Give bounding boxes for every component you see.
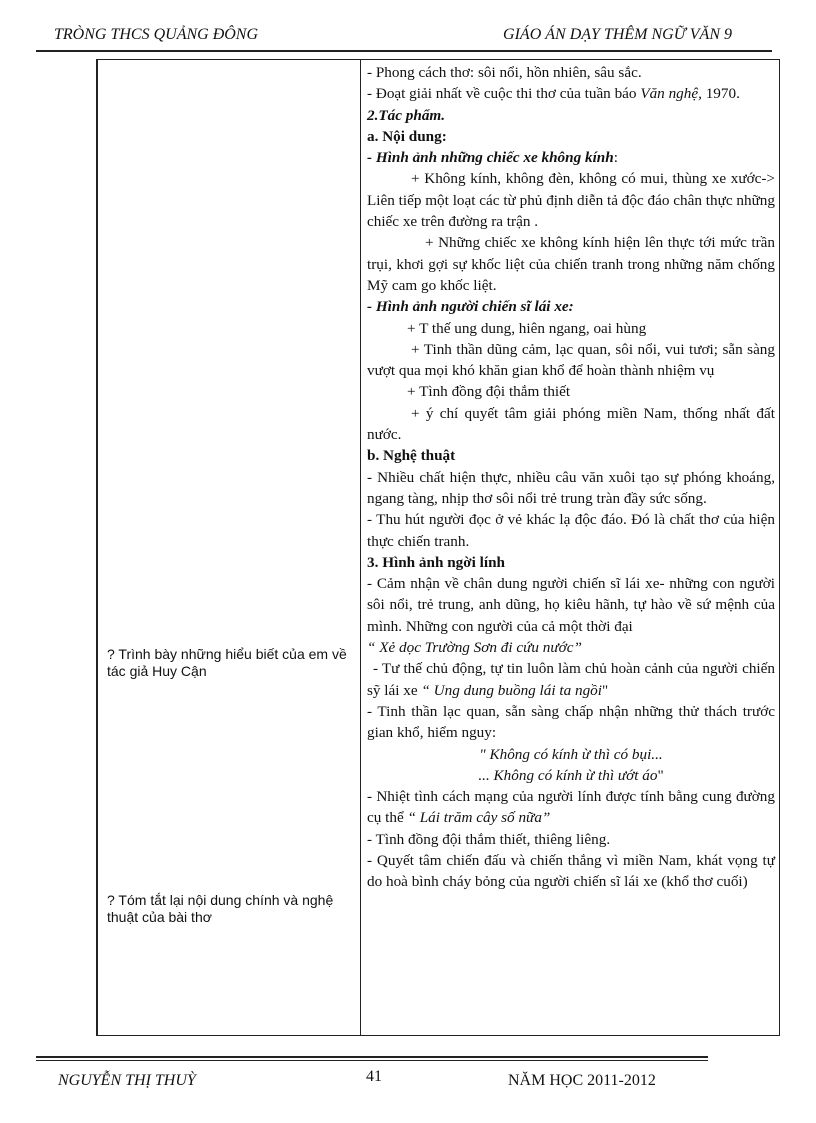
content-line: + Những chiếc xe không kính hiện lên thực tới mức trần trụi, khơi gợi sự khốc liệt của chiến tranh trong những năm chống Mỹ cam go khốc liệt. [367,234,775,294]
section-heading: 2.Tác phẩm. [367,106,446,124]
footer-rule [36,1056,708,1058]
content-line: - Tình đồng đội thắm thiết, thiêng liêng. [367,830,611,848]
content-line: + Tinh thần dũng cảm, lạc quan, sôi nổi, vui tươi; sẵn sàng vượt qua mọi khó khăn gian khổ để hoàn thành nhiệm vụ [367,340,775,380]
subsection-heading: b. Nghệ thuật [367,447,456,465]
content-line: - Đoạt giải nhất về cuộc thi thơ của tuần báo Văn nghệ, 1970. [367,85,740,103]
quote-line: " Không có kính ừ thì có bụi... [479,745,663,763]
content-line: + Không kính, không đèn, không có mui, thùng xe xước-> Liên tiếp một loạt các từ phủ định diễn tả độc đáo chân thực những chiếc xe trên đường ra trận . [367,170,775,231]
content-line: - Thu hút người đọc ở vẻ khác lạ độc đáo. Đó là chất thơ của hiện thực chiến tranh. [367,511,775,550]
content-line: - Tư thế chủ động, tự tin luôn làm chủ hoàn cảnh của người chiến sỹ lái xe “ Ung dung buồng lái ta ngồi" [367,660,775,699]
quote-line: ... Không có kính ừ thì ướt áo" [478,766,664,784]
page-number: 41 [366,1068,382,1085]
school-name: TRÒNG THCS QUẢNG ĐÔNG [54,26,259,43]
footer-rule [36,1060,708,1061]
content-line: - Hình ảnh những chiếc xe không kính: [367,149,618,167]
document-title: GIÁO ÁN DẠY THÊM NGỮ VĂN 9 [503,26,732,43]
content-line: - Quyết tâm chiến đấu và chiến thắng vì miền Nam, khát vọng tự do hoà bình cháy bỏng của người chiến sĩ lái xe (khổ thơ cuối) [367,851,775,891]
subsection-heading: - Hình ảnh người chiến sĩ lái xe: [367,298,574,316]
content-line: + Tình đồng đội thắm thiết [407,383,571,401]
content-line: + T thế ung dung, hiên ngang, oai hùng [407,319,647,337]
content-line: - Tinh thần lạc quan, sẵn sàng chấp nhận những thử thách trước gian khổ, hiểm nguy: [367,702,775,742]
content-line: - Phong cách thơ: sôi nổi, hồn nhiên, sâu sắc. [367,64,642,81]
content-line: - Nhiệt tình cách mạng của người lính được tính bằng cung đường cụ thể “ Lái trăm cây số nữa” [367,788,775,827]
school-year: NĂM HỌC 2011-2012 [508,1072,656,1089]
section-heading: 3. Hình ảnh ngời lính [367,553,505,571]
author-name: NGUYỄN THỊ THUỲ [58,1072,196,1089]
page-footer [36,1068,772,1092]
table-border-left [97,60,98,1035]
question-author: ? Trình bày những hiểu biết của em về tác giả Huy Cận [107,646,347,679]
lesson-table [96,59,780,1036]
lesson-content [367,62,775,893]
quote-line: “ Xẻ dọc Trường Sơn đi cứu nước” [367,639,582,657]
content-line: - Nhiều chất hiện thực, nhiều câu văn xuôi tạo sự phóng khoáng, ngang tàng, nhịp thơ sôi nổi trẻ trung tràn đầy sức sống. [367,468,775,507]
header-rule [36,50,772,52]
content-line: - Cảm nhận về chân dung người chiến sĩ lái xe- những con người sôi nổi, trẻ trung, anh dũng, họ kiêu hãnh, tự hào về sứ mệnh của mình. Những con người của cả một thời đại [367,575,775,635]
question-summary: ? Tóm tắt lại nội dung chính và nghệ thuật của bài thơ [107,892,334,925]
content-line: + ý chí quyết tâm giải phóng miền Nam, thống nhất đất nước. [367,404,775,444]
subsection-heading: a. Nội dung: [367,127,447,145]
table-column-divider [360,60,361,1035]
